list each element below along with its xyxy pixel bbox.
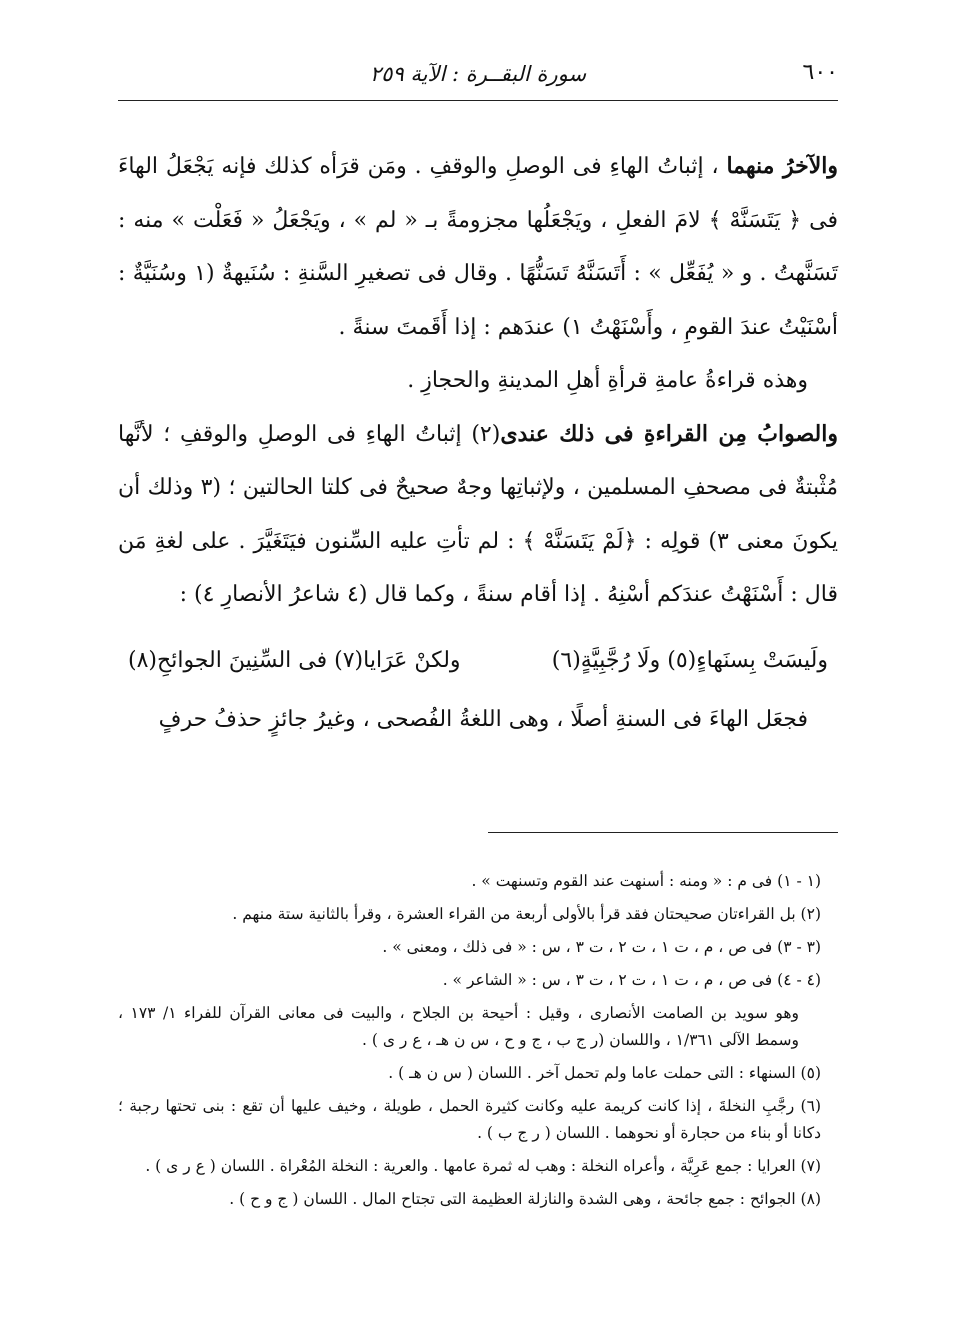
header-rule: [118, 100, 838, 101]
main-text: [118, 140, 838, 747]
footnote: وهو سويد بن الصامت الأنصارى ، وقيل : أحيحة بن الجلاح ، والبيت فى معانى القرآن للفراء ١/ ١٧٣ ، وسمط الآلى ١/٣٦١ ، واللسان (ر ج ب ، ج و ح ، س ن هـ ، ع ر ى ) .: [118, 1004, 799, 1049]
paragraph-2: وهذه قراءةُ عامةِ قرأةِ أهلِ المدينةِ والحجازِ .: [407, 368, 808, 393]
verse-second-hemistich: ولكنْ عَرَايا(٧) فى السِّنِينَ الجوائحِ(٨): [128, 647, 461, 673]
footnote: (٣ - ٣) فى ص ، م ، ت ١ ، ت ٢ ، ت ٣ ، س : « فى ذلك ، ومعنى » .: [382, 938, 821, 956]
paragraph-1-text: ، إثباتُ الهاءِ فى الوصلِ والوقفِ . ومَن قرَأه كذلك فإنه يَجْعَلُ الهاءَ فى ﴿ يَتَسَنَّهْ ﴾ لامَ الفعلِ ، ويَجْعَلُها مجزومةً بـ « لم » ، ويَجْعَلُ « فَعَلْت » منه : تَسَنَّهتُ . و « يُفَعِّل » : أَتَسَنَّهُ تَسَنُّهًا . وقال فى تصغيرِ السَّنةِ : سُنَيهةٌ (١ وسُنَيَّةٌ : أسْنَيْتُ عندَ القومِ ، وأَسْنَهْتُ ١) عندَهم : إذا أَقَمتَ سنةً .: [118, 154, 839, 340]
footnote-rule: [488, 832, 838, 833]
verse-first-hemistich: ولَيسَتْ بِسنَهاءٍ(٥) ولَا رُجَّبِيَّةٍ(٦): [551, 647, 828, 673]
footnote: (٥) السنهاء : التى حملت عاما ولم تحمل آخر . اللسان ( س ن هـ ) .: [388, 1064, 821, 1082]
paragraph-3: [118, 408, 838, 622]
page-number: ٦٠٠: [802, 60, 838, 85]
footnote: (٧) العرايا : جمع عَرِيَّة ، وأعراه النخلة : وهب له ثمرة عامها . والعرية : النخلة المُعْراة . اللسان ( ع ر ى ) .: [145, 1157, 821, 1175]
footnote: (٨) الجوائح : جمع جائحة ، وهى الشدة والنازلة العظيمة التى تجتاح المال . اللسان ( ج و ح ) .: [229, 1190, 821, 1208]
footnotes: [118, 868, 821, 1219]
paragraph-1: [118, 140, 838, 354]
paragraph-1-lead: والآخرُ منهما: [726, 153, 838, 179]
footnote: (٢) بل القراءتان صحيحتان فقد قرأ بالأولى أربعة من القراء العشرة ، وقرأ بالثانية ستة منهم .: [232, 905, 821, 923]
poetry-verse: [118, 634, 838, 688]
paragraph-3-lead: والصوابُ مِن القراءةِ فى ذلك عندى: [500, 420, 838, 447]
paragraph-3-text: (٢) إثباتُ الهاءِ فى الوصلِ والوقفِ ؛ لأنَّها مُثْبتةٌ فى مصحفِ المسلمين ، ولإثباتِها وجهٌ صحيحٌ فى كلتا الحالتين ؛ (٣ وذلك أن يكونَ معنى ٣) قولِه : ﴿لَمْ يَتَسَنَّهْ ﴾ : لم تأتِ عليه السِّنون فيَتَغَيَّرَ . على لغةِ مَن قال : أَسْنَهْتُ عندَكم أسْنِهُ . إذا أقام سنةً ، وكما قال (٤ شاعرُ الأنصارِ ٤) :: [118, 421, 839, 607]
running-title: سورة البقــرة : الآية ٢٥٩: [369, 62, 587, 86]
paragraph-4: فجعَل الهاءَ فى السنةِ أصلًا ، وهى اللغةُ الفُصحى ، وغيرُ جائزٍ حذفُ حرفٍ: [158, 707, 808, 732]
page-header: [118, 60, 838, 96]
footnote: (١ - ١) فى م : « ومنه : أسنهت عند القوم وتسنهت » .: [471, 872, 821, 890]
footnote: (٦) رجَّبِ النخلةَ ، إذا كانت كريمة عليه وكانت كثيرة الحمل ، طويلة ، وخيف عليها أن تقع : بنى تحتها رجبة ؛ دكانا أو بناء من حجارة أو نحوهما . اللسان ( ر ج ب ) .: [118, 1097, 821, 1142]
footnote: (٤ - ٤) فى ص ، م ، ت ١ ، ت ٢ ، ت ٣ ، س : « الشاعر » .: [442, 971, 821, 989]
